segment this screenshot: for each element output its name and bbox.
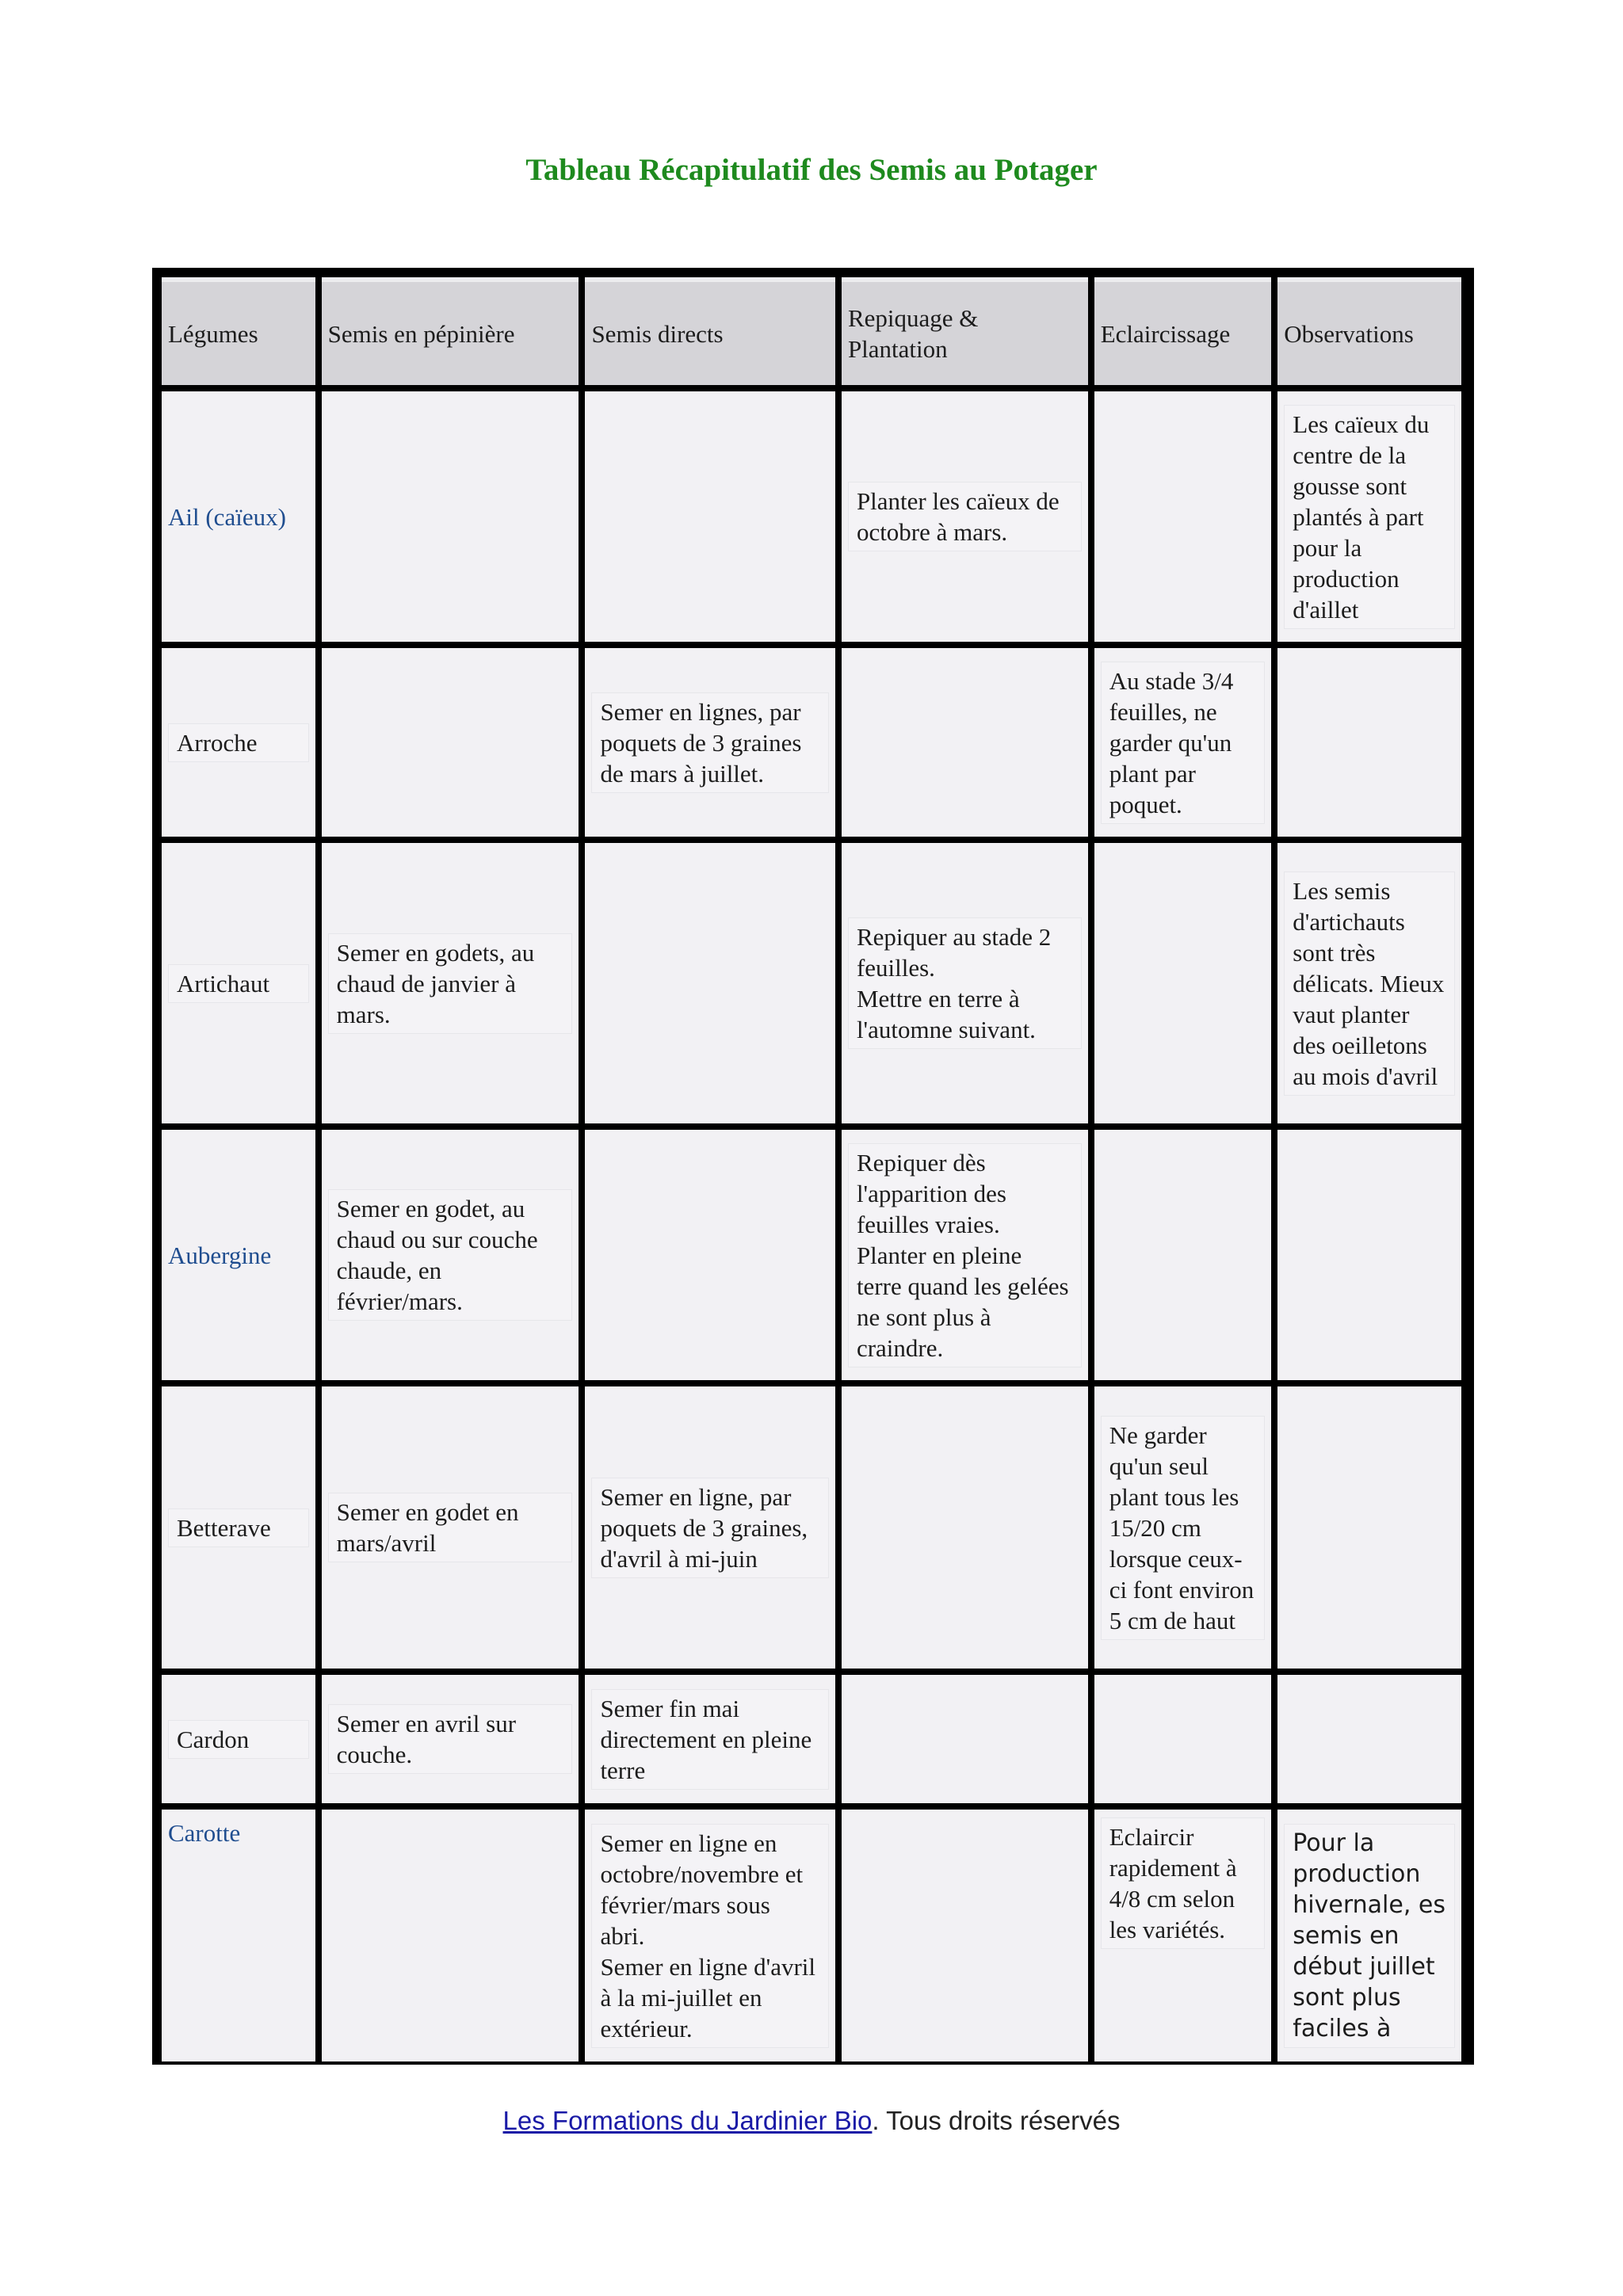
page-title: Tableau Récapitulatif des Semis au Potager <box>525 153 1098 187</box>
nursery-text: Semer en godet en mars/avril <box>328 1493 573 1562</box>
table-row <box>162 843 1461 1123</box>
observations-cell <box>1277 1675 1461 1803</box>
header-vegetables: Légumes <box>162 277 315 385</box>
observations-cell <box>1277 648 1461 837</box>
direct-cell <box>585 1810 835 2061</box>
vegetable-link[interactable]: Carotte <box>168 1819 241 1847</box>
observations-text: Pour la production hivernale, es semis en début juillet sont plus faciles à <box>1284 1824 1455 2048</box>
planting-cell <box>842 1130 1088 1380</box>
vegetable-cell <box>162 648 315 837</box>
direct-text: Semer fin mai directement en pleine terre <box>591 1689 829 1790</box>
footer-copyright: . Tous droits réservés <box>872 2106 1121 2135</box>
nursery-cell <box>322 1810 579 2061</box>
table-row <box>162 1386 1461 1669</box>
observations-cell <box>1277 1130 1461 1380</box>
planting-cell <box>842 843 1088 1123</box>
vegetable-cell <box>162 1386 315 1669</box>
table-row <box>162 1675 1461 1803</box>
planting-cell <box>842 1810 1088 2061</box>
vegetable-link[interactable]: Aubergine <box>168 1241 272 1269</box>
header-observations: Observations <box>1277 277 1461 385</box>
thinning-text: Eclaircir rapidement à 4/8 cm selon les variétés. <box>1101 1817 1266 1949</box>
nursery-cell <box>322 648 579 837</box>
nursery-text: Semer en avril sur couche. <box>328 1704 573 1774</box>
footer-link[interactable]: Les Formations du Jardinier Bio <box>502 2106 873 2135</box>
planting-cell <box>842 648 1088 837</box>
direct-text: Semer en ligne en octobre/novembre et février/mars sous abri. Semer en ligne d'avril à la mi-juillet en extérieur. <box>591 1824 829 2048</box>
planting-cell <box>842 391 1088 642</box>
vegetable-cell[interactable] <box>162 391 315 642</box>
vegetable-cell[interactable] <box>162 1810 315 2061</box>
direct-cell <box>585 648 835 837</box>
planting-cell <box>842 1386 1088 1669</box>
direct-cell <box>585 1386 835 1669</box>
observations-cell <box>1277 843 1461 1123</box>
thinning-cell <box>1094 1130 1272 1380</box>
observations-cell <box>1277 1386 1461 1669</box>
thinning-cell <box>1094 843 1272 1123</box>
direct-cell <box>585 391 835 642</box>
header-planting: Repiquage & Plantation <box>842 277 1088 385</box>
direct-cell <box>585 1675 835 1803</box>
header-thinning: Eclaircissage <box>1094 277 1272 385</box>
vegetable-cell <box>162 843 315 1123</box>
nursery-cell <box>322 843 579 1123</box>
vegetable-cell <box>162 1675 315 1803</box>
thinning-text: Ne garder qu'un seul plant tous les 15/20 cm lorsque ceux-ci font environ 5 cm de haut <box>1101 1416 1266 1640</box>
sowing-table-frame <box>152 268 1474 2065</box>
vegetable-label: Artichaut <box>168 964 309 1003</box>
table-row <box>162 1810 1461 2061</box>
direct-cell <box>585 843 835 1123</box>
nursery-cell <box>322 1130 579 1380</box>
table-row <box>162 648 1461 837</box>
footer <box>0 2106 1623 2136</box>
direct-text: Semer en lignes, par poquets de 3 graines de mars à juillet. <box>591 692 829 793</box>
thinning-cell <box>1094 1675 1272 1803</box>
planting-cell <box>842 1675 1088 1803</box>
vegetable-label: Cardon <box>168 1720 309 1759</box>
direct-text: Semer en ligne, par poquets de 3 graines, d'avril à mi-juin <box>591 1478 829 1578</box>
thinning-text: Au stade 3/4 feuilles, ne garder qu'un plant par poquet. <box>1101 662 1266 824</box>
nursery-cell <box>322 391 579 642</box>
observations-text: Les semis d'artichauts sont très délicats. Mieux vaut planter des oeilletons au mois d'avril <box>1284 871 1455 1096</box>
observations-cell <box>1277 391 1461 642</box>
planting-text: Repiquer dès l'apparition des feuilles vraies. Planter en pleine terre quand les gelées ne sont plus à craindre. <box>848 1143 1082 1367</box>
vegetable-label: Betterave <box>168 1508 309 1547</box>
table-row <box>162 1130 1461 1380</box>
thinning-cell <box>1094 648 1272 837</box>
sowing-table <box>155 271 1468 2068</box>
nursery-text: Semer en godet, au chaud ou sur couche chaude, en février/mars. <box>328 1189 573 1321</box>
observations-text: Les caïeux du centre de la gousse sont plantés à part pour la production d'aillet <box>1284 405 1455 629</box>
vegetable-link[interactable]: Ail (caïeux) <box>168 502 286 531</box>
thinning-cell <box>1094 1386 1272 1669</box>
nursery-cell <box>322 1675 579 1803</box>
planting-text: Planter les caïeux de octobre à mars. <box>848 482 1082 551</box>
vegetable-cell[interactable] <box>162 1130 315 1380</box>
observations-cell <box>1277 1810 1461 2061</box>
nursery-text: Semer en godets, au chaud de janvier à mars. <box>328 933 573 1034</box>
vegetable-label: Arroche <box>168 723 309 762</box>
planting-text: Repiquer au stade 2 feuilles. Mettre en terre à l'automne suivant. <box>848 917 1082 1049</box>
header-nursery-sowing: Semis en pépinière <box>322 277 579 385</box>
thinning-cell <box>1094 391 1272 642</box>
table-row <box>162 391 1461 642</box>
header-direct-sowing: Semis directs <box>585 277 835 385</box>
nursery-cell <box>322 1386 579 1669</box>
direct-cell <box>585 1130 835 1380</box>
thinning-cell <box>1094 1810 1272 2061</box>
header-row <box>162 277 1461 385</box>
